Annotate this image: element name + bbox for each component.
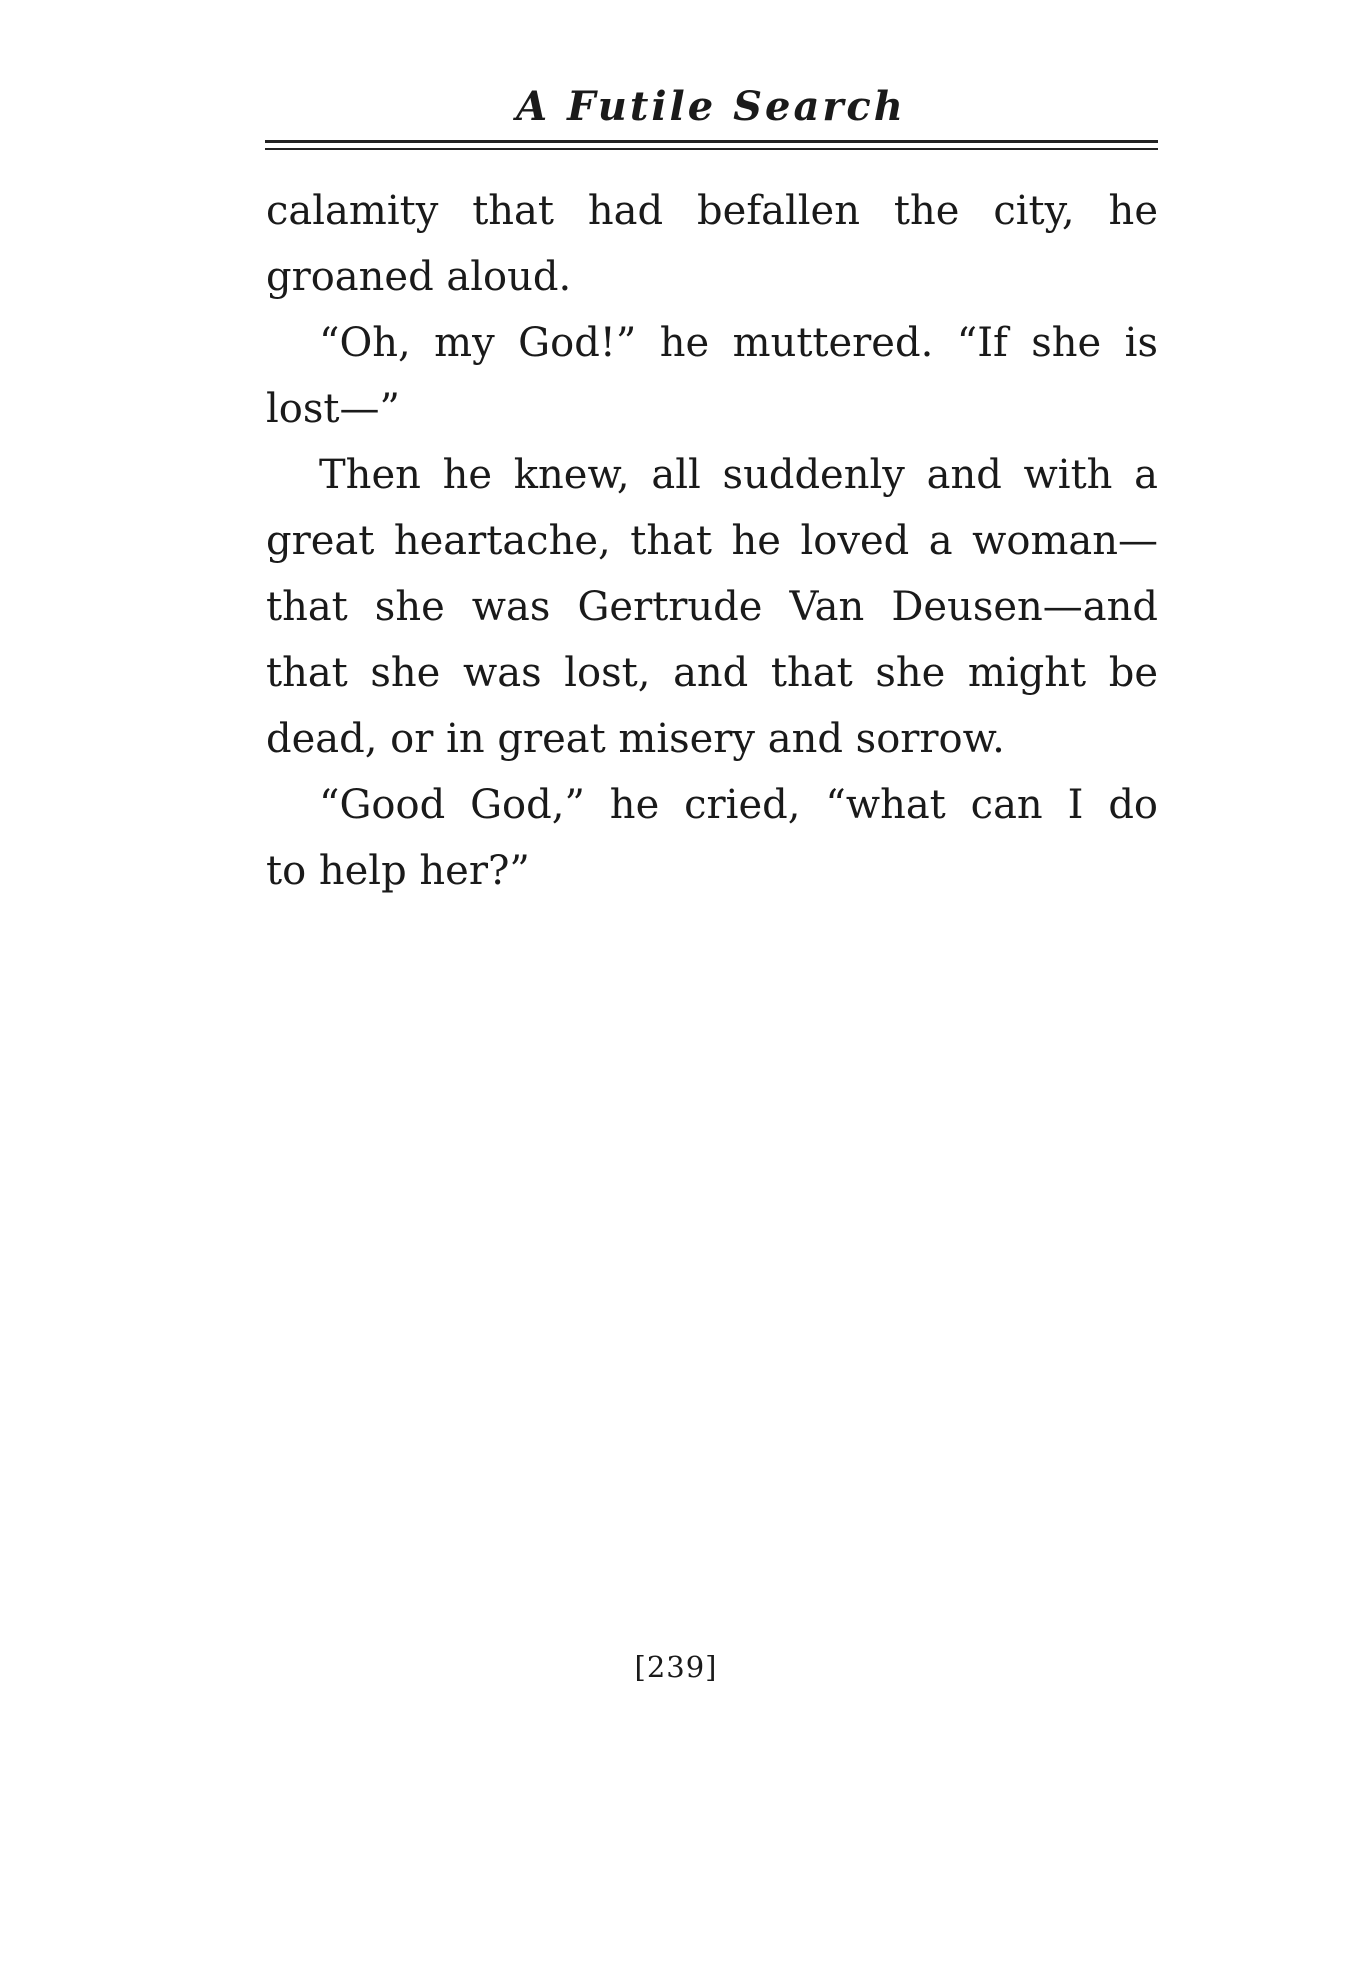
text-line: lost—”	[266, 386, 400, 432]
text-line: to help her?”	[266, 848, 530, 894]
text-line: groaned aloud.	[266, 254, 572, 300]
text-line: “Good God,” he cried, “what can I do	[319, 782, 1158, 828]
header-rule-thin	[265, 148, 1158, 150]
body-text	[266, 178, 1158, 904]
text-line: Then he knew, all suddenly and with a	[319, 452, 1158, 498]
running-title: A Futile Search	[516, 83, 906, 130]
text-line: that she was lost, and that she might be	[266, 650, 1158, 696]
text-line: “Oh, my God!” he muttered. “If she is	[319, 320, 1158, 366]
text-line: great heartache, that he loved a woman—	[266, 518, 1158, 564]
text-line: calamity that had befallen the city, he	[266, 188, 1158, 234]
page-number: [239]	[634, 1650, 718, 1684]
text-line: that she was Gertrude Van Deusen—and	[266, 584, 1158, 630]
text-line: dead, or in great misery and sorrow.	[266, 716, 1005, 762]
header-rule-thick	[265, 140, 1158, 143]
